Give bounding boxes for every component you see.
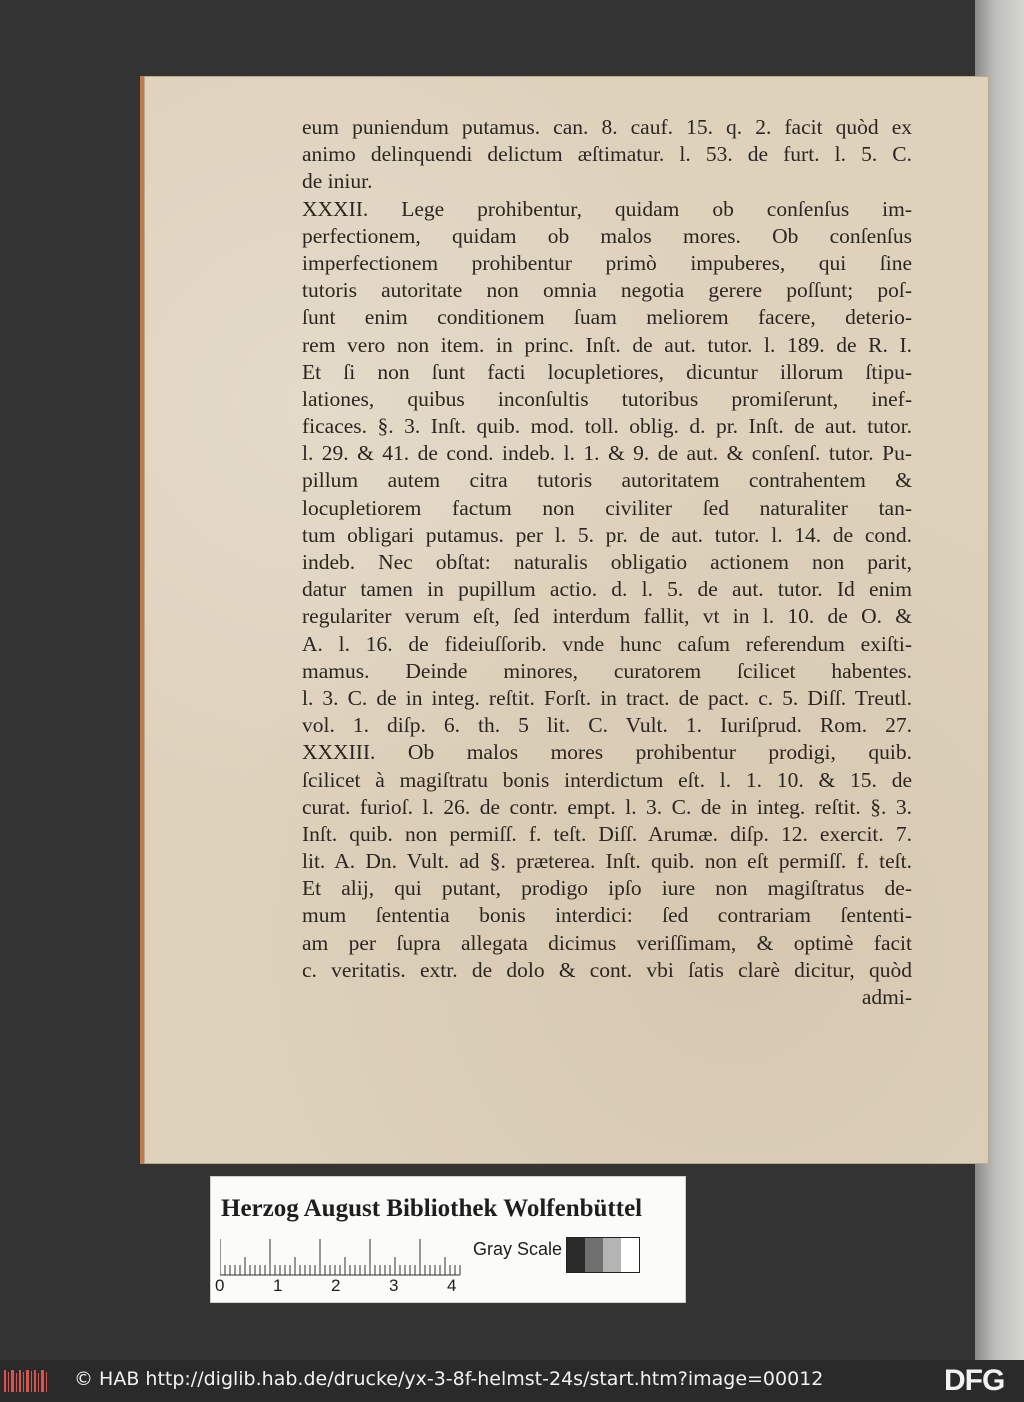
text-line: curat. furioſ. l. 26. de contr. empt. l. 3. C. de in integ. reſtit. §. 3. [302,794,912,819]
text-line: mum ſententia bonis interdici: ſed contrariam ſententi- [302,903,912,928]
text-line: datur tamen in pupillum actio. d. l. 5. de aut. tutor. Id enim [302,577,912,602]
gray-swatch [621,1238,639,1272]
ruler-number: 2 [331,1276,341,1295]
gray-swatch [567,1238,585,1272]
gray-scale-label: Gray Scale [473,1239,563,1259]
text-line: c. veritatis. extr. de dolo & cont. vbi ſatis clarè dicitur, quòd [302,957,912,982]
text-line: mamus. Deinde minores, curatorem ſcilicet habentes. [302,658,912,683]
text-line: am per ſupra allegata dicimus veriſſimam, & optimè facit [302,930,912,955]
ruler-number: 1 [273,1276,283,1295]
text-line: tum obligari putamus. per l. 5. pr. de aut. tutor. l. 14. de cond. [302,522,912,547]
ruler-number: 3 [389,1276,399,1295]
text-line: regulariter verum eſt, ſed interdum fallit, vt in l. 10. de O. & [302,604,912,629]
text-line: lit. A. Dn. Vult. ad §. præterea. Inſt. quib. non eſt permiſſ. f. teſt. [302,849,912,874]
text-line: rem vero non item. in princ. Inſt. de aut. tutor. l. 189. de R. I. [302,332,912,357]
text-line: perfectionem, quidam ob malos mores. Ob conſenſus [302,223,912,248]
footer-bar [0,1360,1024,1402]
text-line: XXXIII. Ob malos mores prohibentur prodigi, quib. [302,740,912,765]
library-name: Herzog August Bibliothek Wolfenbüttel [221,1195,643,1222]
text-line: ſcilicet à magiſtratu bonis interdictum eſt. l. 1. 10. & 15. de [302,767,912,792]
text-line: ſunt enim conditionem ſuam meliorem facere, deterio- [302,305,912,330]
dfg-logo: DFG [944,1364,1005,1397]
gray-swatch [585,1238,603,1272]
text-line: lationes, quibus inconſultis tutoribus promiſerunt, inef- [302,386,912,411]
book-page [140,76,989,1164]
text-line: l. 29. & 41. de cond. indeb. l. 1. & 9. de aut. & conſenſ. tutor. Pu- [302,441,912,466]
library-label-card [210,1176,686,1303]
gray-scale-swatches [566,1237,640,1273]
text-line: A. l. 16. de fideiuſſorib. vnde hunc caſum referendum exiſti- [302,631,912,656]
ruler-number: 4 [447,1276,457,1295]
text-line: tutoris autoritate non omnia negotia gerere poſſunt; poſ- [302,278,912,303]
page-text [302,114,912,1011]
text-line: de iniur. [302,169,373,194]
text-line: eum puniendum putamus. can. 8. cauf. 15. q. 2. facit quòd ex [302,115,912,139]
gray-swatch [603,1238,621,1272]
text-line: Inſt. quib. non permiſſ. f. teſt. Diſſ. Arumæ. diſp. 12. exercit. 7. [302,821,912,846]
text-line: Et alij, qui putant, prodigo ipſo iure non magiſtratus de- [302,876,912,901]
ruler-scale [220,1239,470,1277]
text-line: pillum autem citra tutoris autoritatem contrahentem & [302,468,912,493]
text-line: Et ſi non ſunt facti locupletiores, dicuntur illorum ſtipu- [302,359,912,384]
barcode-icon [4,1370,48,1392]
text-line: XXXII. Lege prohibentur, quidam ob conſenſus im- [302,196,912,221]
text-line: ficaces. §. 3. Inſt. quib. mod. toll. oblig. d. pr. Inſt. de aut. tutor. [302,414,912,439]
text-line: imperfectionem prohibentur primò impuberes, qui ſine [302,250,912,275]
text-line: admi- [861,985,912,1009]
text-line: vol. 1. diſp. 6. th. 5 lit. C. Vult. 1. Iuriſprud. Rom. 27. [302,713,912,738]
text-line: l. 3. C. de in integ. reſtit. Forſt. in tract. de pact. c. 5. Diſſ. Treutl. [302,685,912,710]
text-line: indeb. Nec obſtat: naturalis obligatio actionem non parit, [302,550,912,574]
text-line: locupletiorem factum non civiliter ſed naturaliter tan- [302,495,912,520]
text-line: animo delinquendi delictum æſtimatur. l. 53. de furt. l. 5. C. [302,142,912,167]
source-url[interactable]: © HAB http://diglib.hab.de/drucke/yx-3-8f-helmst-24s/start.htm?image=00012 [74,1368,824,1390]
ruler-number: 0 [215,1276,225,1295]
